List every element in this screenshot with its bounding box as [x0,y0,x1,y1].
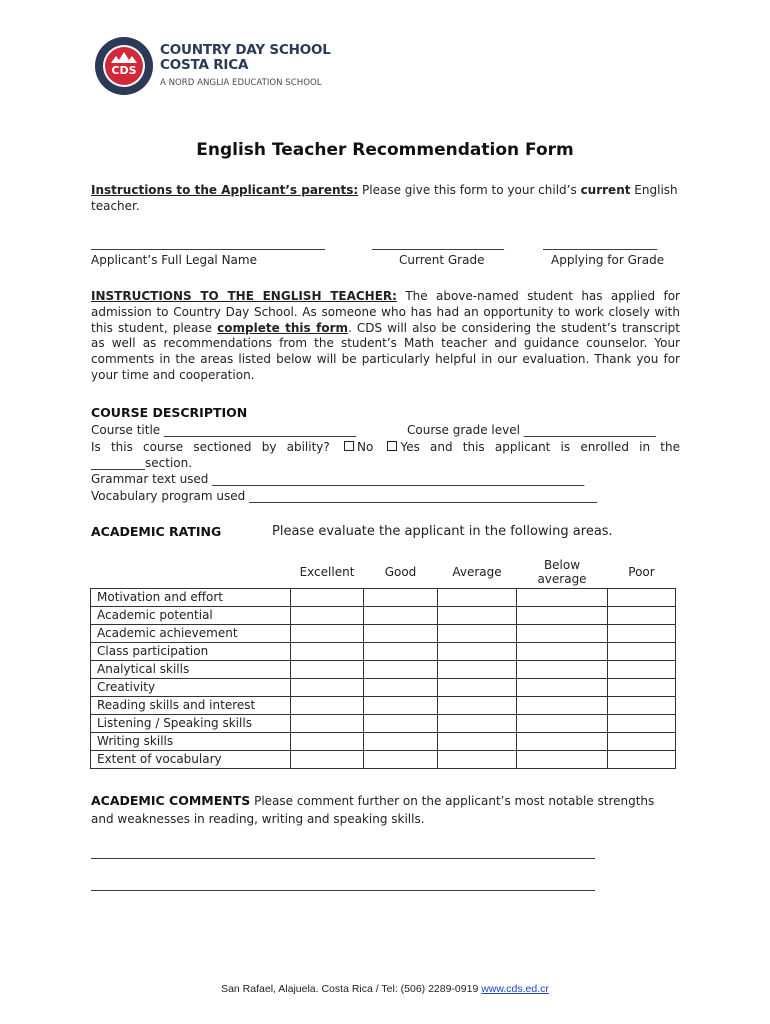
cell-below-average[interactable] [517,625,608,643]
grammar-field[interactable]: ______________________________________________________________ [212,472,585,486]
applicant-name-field[interactable]: _______________________________________ [91,236,325,250]
cell-average[interactable] [438,733,517,751]
cell-below-average[interactable] [517,679,608,697]
header-below-line1: Below [543,557,581,572]
table-row [91,697,676,715]
cell-average[interactable] [438,607,517,625]
cell-excellent[interactable] [291,643,364,661]
school-tagline: A NORD ANGLIA EDUCATION SCHOOL [160,78,322,88]
cell-excellent[interactable] [291,679,364,697]
teacher-instructions-label: INSTRUCTIONS TO THE ENGLISH TEACHER: [91,289,397,303]
comments-line-1[interactable]: ____________________________________________________________________________________ [91,845,595,859]
row-label: Creativity [91,679,291,697]
cell-poor[interactable] [608,715,676,733]
emphasis-current: current [580,183,631,197]
row-label: Academic achievement [91,625,291,643]
sectioned-question [91,439,680,471]
vocabulary-row [91,489,651,503]
cell-below-average[interactable] [517,661,608,679]
school-name-line1: COUNTRY DAY SCHOOL [160,42,331,58]
applicant-name-label: Applicant’s Full Legal Name [91,253,257,267]
cell-poor[interactable] [608,643,676,661]
cell-good[interactable] [364,697,438,715]
applying-grade-label: Applying for Grade [551,253,665,267]
cell-excellent[interactable] [291,715,364,733]
rating-table [90,555,676,769]
header-poor: Poor [628,564,655,579]
cell-poor[interactable] [608,697,676,715]
cell-average[interactable] [438,661,517,679]
cell-poor[interactable] [608,679,676,697]
header-excellent: Excellent [299,564,355,579]
cell-below-average[interactable] [517,607,608,625]
cell-below-average[interactable] [517,643,608,661]
emphasis-complete-form: complete this form [217,320,348,335]
parent-instructions-label: Instructions to the Applicant’s parents: [91,183,359,197]
cell-good[interactable] [364,607,438,625]
table-row [91,643,676,661]
vocabulary-field[interactable]: __________________________________________________________ [249,489,598,503]
row-label: Class participation [91,643,291,661]
table-row [91,607,676,625]
cell-average[interactable] [438,643,517,661]
checkbox-no[interactable] [344,441,354,451]
cell-average[interactable] [438,679,517,697]
cell-below-average[interactable] [517,589,608,607]
option-yes-label: Yes and this applicant is enrolled in the [400,440,680,454]
table-row [91,625,676,643]
table-row [91,733,676,751]
teacher-instructions-text-end: . CDS will also be considering the student’s transcript as well as recommendations from the student’s Math teacher and guidance counselor. Your comments in the areas listed below will be particularly helpful in our evaluation. Thank you for your time and cooperation. [91,320,680,382]
section-field[interactable]: _________ [91,456,145,470]
school-logo [94,36,354,98]
course-grade-row [407,423,680,437]
course-grade-field[interactable]: ______________________ [523,423,656,437]
academic-rating-instruction: Please evaluate the applicant in the following areas. [272,524,613,539]
row-label: Writing skills [91,733,291,751]
cell-good[interactable] [364,679,438,697]
cell-average[interactable] [438,751,517,769]
course-description-heading: COURSE DESCRIPTION [91,405,248,420]
svg-text:CDS: CDS [111,64,137,77]
teacher-instructions-text: The above-named student has applied for admission to Country Day School. As someone who has had an opportunity to work closely with this student, please [91,289,680,335]
cell-poor[interactable] [608,625,676,643]
cell-average[interactable] [438,697,517,715]
grammar-label: Grammar text used [91,472,209,486]
row-label: Reading skills and interest [91,697,291,715]
cell-good[interactable] [364,625,438,643]
cell-average[interactable] [438,715,517,733]
cell-poor[interactable] [608,733,676,751]
row-label: Analytical skills [91,661,291,679]
cell-excellent[interactable] [291,661,364,679]
cell-excellent[interactable] [291,733,364,751]
cell-good[interactable] [364,733,438,751]
row-label: Extent of vocabulary [91,751,291,769]
parent-instructions-text-end: English teacher. [91,183,678,213]
cell-below-average[interactable] [517,751,608,769]
footer [0,983,770,995]
header-blank [91,555,291,589]
cell-average[interactable] [438,589,517,607]
course-title-label: Course title [91,423,161,437]
parent-instructions [91,183,680,215]
cell-average[interactable] [438,625,517,643]
vocabulary-label: Vocabulary program used [91,489,246,503]
table-row [91,715,676,733]
course-title-row [91,423,356,437]
row-label: Academic potential [91,607,291,625]
grammar-row [91,472,651,486]
course-title-field[interactable]: ________________________________ [164,423,356,437]
cell-good[interactable] [364,751,438,769]
academic-comments [91,792,680,828]
header-below-average [517,555,608,589]
table-row [91,661,676,679]
header-average: Average [452,564,502,579]
row-label: Listening / Speaking skills [91,715,291,733]
cell-excellent[interactable] [291,625,364,643]
table-row [91,679,676,697]
applying-grade-field[interactable]: ___________________ [543,236,657,250]
academic-comments-text: Please comment further on the applicant’s most notable strengths and weaknesses in reading, writing and speaking skills. [91,794,655,826]
cell-excellent[interactable] [291,607,364,625]
cell-excellent[interactable] [291,697,364,715]
cell-excellent[interactable] [291,751,364,769]
academic-rating-heading: ACADEMIC RATING [91,524,222,539]
cell-below-average[interactable] [517,733,608,751]
cell-below-average[interactable] [517,697,608,715]
table-row [91,751,676,769]
school-name-line2: COSTA RICA [160,57,249,73]
section-suffix: section. [145,456,193,470]
comments-line-2[interactable]: ____________________________________________________________________________________ [91,877,595,891]
cell-poor[interactable] [608,751,676,769]
cell-good[interactable] [364,661,438,679]
cell-good[interactable] [364,589,438,607]
parent-instructions-text: Please give this form to your child’s [358,183,581,197]
current-grade-field[interactable]: ______________________ [372,236,504,250]
website-link[interactable]: www.cds.ed.cr [481,983,549,995]
cell-poor[interactable] [608,607,676,625]
cell-good[interactable] [364,643,438,661]
academic-comments-heading: ACADEMIC COMMENTS [91,793,251,808]
rating-header-row [91,555,676,589]
cell-poor[interactable] [608,589,676,607]
sectioned-question-text: Is this course sectioned by ability? [91,440,330,454]
cell-poor[interactable] [608,661,676,679]
footer-address: San Rafael, Alajuela. Costa Rica / Tel: (506) 2289-0919 [221,983,482,995]
header-good: Good [384,564,417,579]
header-below-line2: average [537,571,587,586]
cell-excellent[interactable] [291,589,364,607]
school-seal-icon [94,36,154,96]
option-no-label: No [356,440,374,454]
checkbox-yes[interactable] [387,441,397,451]
page-title: English Teacher Recommendation Form [196,140,574,160]
current-grade-label: Current Grade [399,253,485,267]
cell-good[interactable] [364,715,438,733]
row-label: Motivation and effort [91,589,291,607]
teacher-instructions [91,289,680,384]
course-grade-label: Course grade level [407,423,520,437]
table-row [91,589,676,607]
cell-below-average[interactable] [517,715,608,733]
